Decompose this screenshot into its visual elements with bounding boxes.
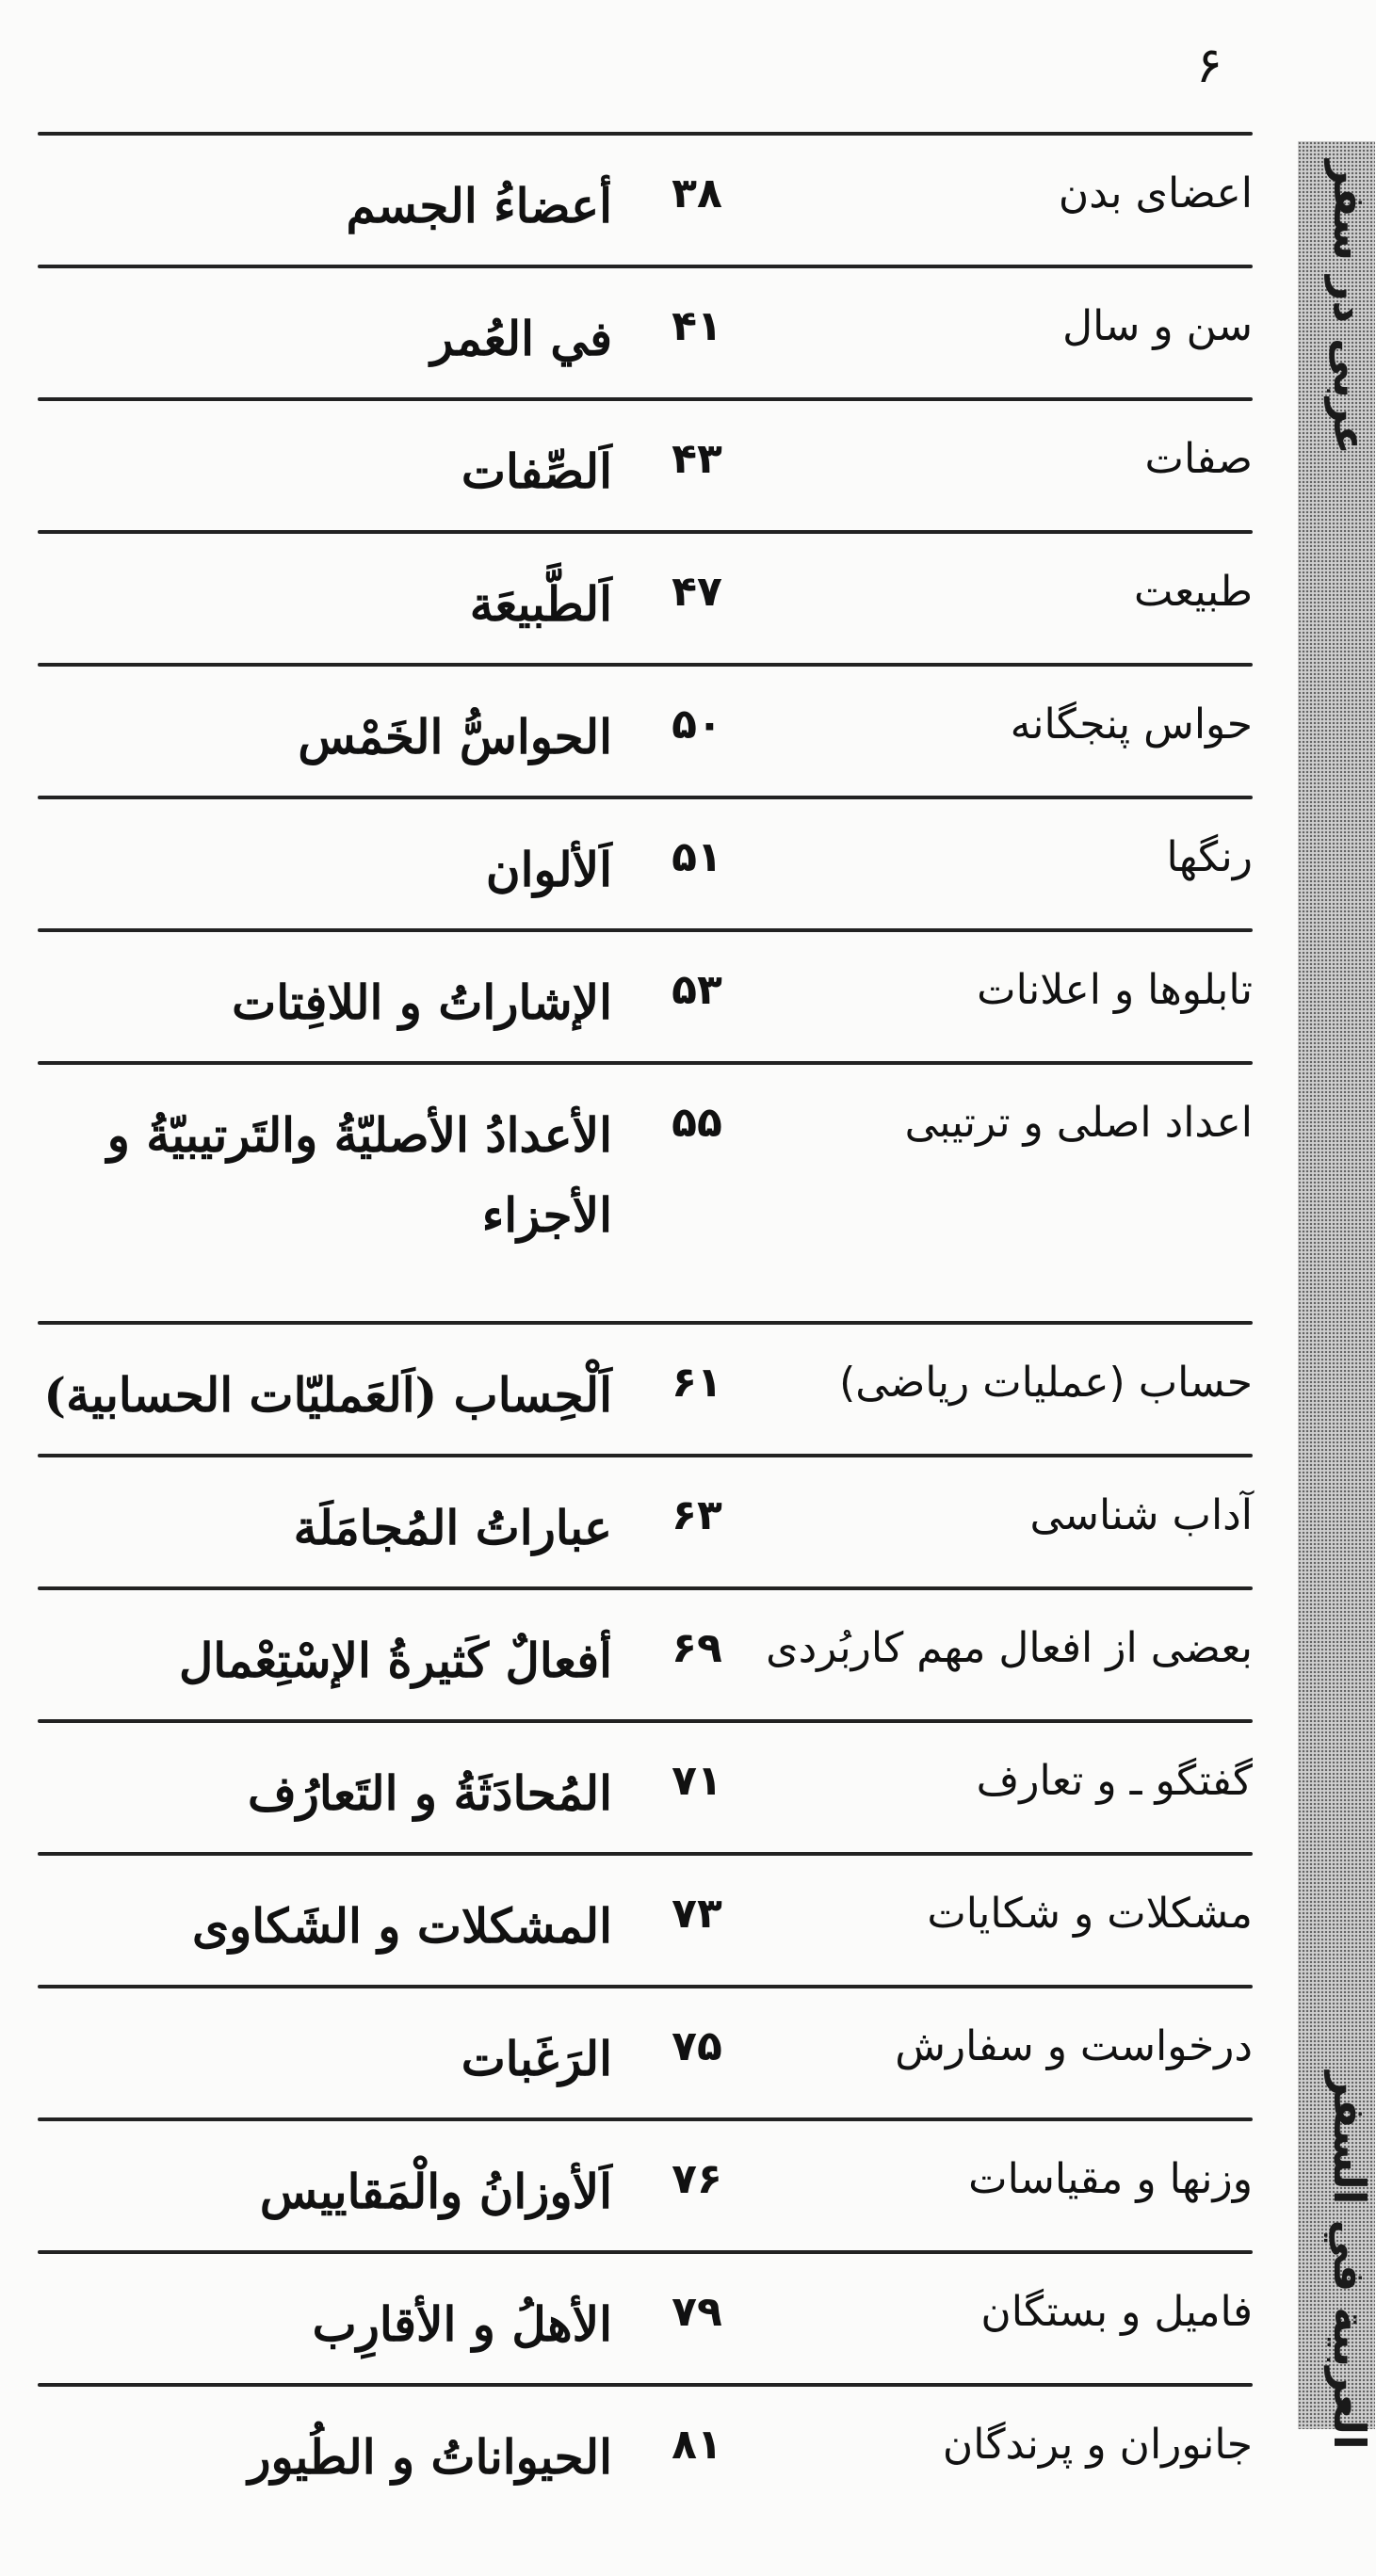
- page-ref: ۶۱: [672, 1359, 722, 1407]
- persian-title: حواس پنجگانه: [1010, 700, 1253, 749]
- arabic-title: اَلأوزانُ والْمَقاييس: [259, 2164, 612, 2219]
- toc-row: [38, 136, 1253, 265]
- page-ref: ۶۳: [672, 1491, 722, 1539]
- page-ref: ۵۵: [672, 1099, 722, 1147]
- persian-title: رنگها: [1166, 833, 1253, 881]
- toc-row: [38, 534, 1253, 663]
- persian-title: طبیعت: [1133, 568, 1253, 616]
- toc-row: [38, 1457, 1253, 1586]
- arabic-title: الأهلُ و الأقارِب: [312, 2296, 612, 2352]
- persian-title: حساب (عملیات ریاضی): [839, 1359, 1253, 1407]
- arabic-title: اَلْحِساب (اَلعَمليّات الحسابية): [43, 1367, 612, 1423]
- side-title-arabic: العربية في السفر: [1324, 2071, 1375, 2450]
- page-ref: ۴۳: [672, 435, 722, 483]
- arabic-title: اَلألوان: [485, 842, 612, 897]
- persian-title: سن و سال: [1062, 302, 1253, 350]
- page-number: ۶: [1196, 38, 1222, 94]
- persian-title: درخواست و سفارش: [895, 2022, 1253, 2070]
- page-ref: ۵۳: [672, 966, 722, 1014]
- arabic-title: المشكلات و الشَكاوى: [192, 1898, 612, 1954]
- arabic-title: الرَغَبات: [461, 2031, 612, 2086]
- toc-row: [38, 2387, 1253, 2516]
- toc-row: [38, 2121, 1253, 2250]
- page-ref: ۵۱: [672, 833, 722, 881]
- side-title-persian: عربی در سفر: [1324, 160, 1375, 455]
- page-ref: ۷۵: [672, 2022, 722, 2070]
- arabic-title: الحيواناتُ و الطُيور: [248, 2429, 612, 2485]
- page-ref: ۷۶: [672, 2155, 722, 2203]
- toc-row: [38, 1065, 1253, 1321]
- page-ref: ۴۱: [672, 302, 722, 350]
- arabic-title: أفعالٌ كَثيرةُ الإسْتِعْمال: [178, 1633, 612, 1688]
- arabic-title: المُحادَثَةُ و التَعارُف: [247, 1765, 612, 1821]
- page-ref: ۷۹: [672, 2288, 722, 2336]
- toc-row: [38, 1856, 1253, 1985]
- persian-title: بعضی از افعال مهم کاربُردی: [766, 1624, 1253, 1672]
- toc-row: [38, 1325, 1253, 1454]
- arabic-title: في العُمر: [430, 311, 612, 366]
- arabic-title: عباراتُ المُجامَلَة: [293, 1500, 612, 1555]
- page-ref: ۳۸: [672, 169, 722, 217]
- persian-title: تابلوها و اعلانات: [977, 966, 1253, 1014]
- toc-row: [38, 1988, 1253, 2117]
- arabic-title: اَلصِّفات: [461, 443, 612, 499]
- persian-title: آداب شناسی: [1029, 1491, 1253, 1539]
- arabic-title: أعضاءُ الجسم: [346, 178, 612, 233]
- persian-title: وزنها و مقیاسات: [968, 2155, 1253, 2203]
- arabic-title: الأعدادُ الأصليّةُ والتَرتيبيّةُ و الأجزاء: [106, 1107, 612, 1243]
- persian-title: اعضای بدن: [1058, 169, 1253, 217]
- toc-row: [38, 1590, 1253, 1719]
- page-ref: ۶۹: [672, 1624, 722, 1672]
- toc-row: [38, 2254, 1253, 2383]
- toc-row: [38, 1723, 1253, 1852]
- toc-row: [38, 799, 1253, 928]
- persian-title: صفات: [1144, 435, 1253, 483]
- toc-row: [38, 932, 1253, 1061]
- toc-row: [38, 268, 1253, 397]
- toc-row: [38, 667, 1253, 796]
- persian-title: گفتگو ـ و تعارف: [976, 1757, 1253, 1805]
- toc-row: [38, 401, 1253, 530]
- arabic-title: الحواسُّ الخَمْس: [298, 709, 612, 765]
- persian-title: فامیل و بستگان: [980, 2288, 1253, 2336]
- arabic-title: الإشاراتُ و اللافِتات: [232, 974, 612, 1030]
- page-ref: ۴۷: [672, 568, 722, 616]
- arabic-title: اَلطَّبیعَة: [469, 576, 612, 632]
- page-ref: ۷۳: [672, 1890, 722, 1938]
- side-title-strip: [1298, 141, 1375, 2450]
- persian-title: اعداد اصلی و ترتیبی: [904, 1099, 1253, 1147]
- persian-title: مشکلات و شکایات: [927, 1890, 1253, 1938]
- persian-title: جانوران و پرندگان: [942, 2421, 1253, 2469]
- page-ref: ۵۰: [672, 700, 722, 749]
- table-of-contents: [38, 132, 1253, 2516]
- page-ref: ۸۱: [672, 2421, 722, 2469]
- page-ref: ۷۱: [672, 1757, 722, 1805]
